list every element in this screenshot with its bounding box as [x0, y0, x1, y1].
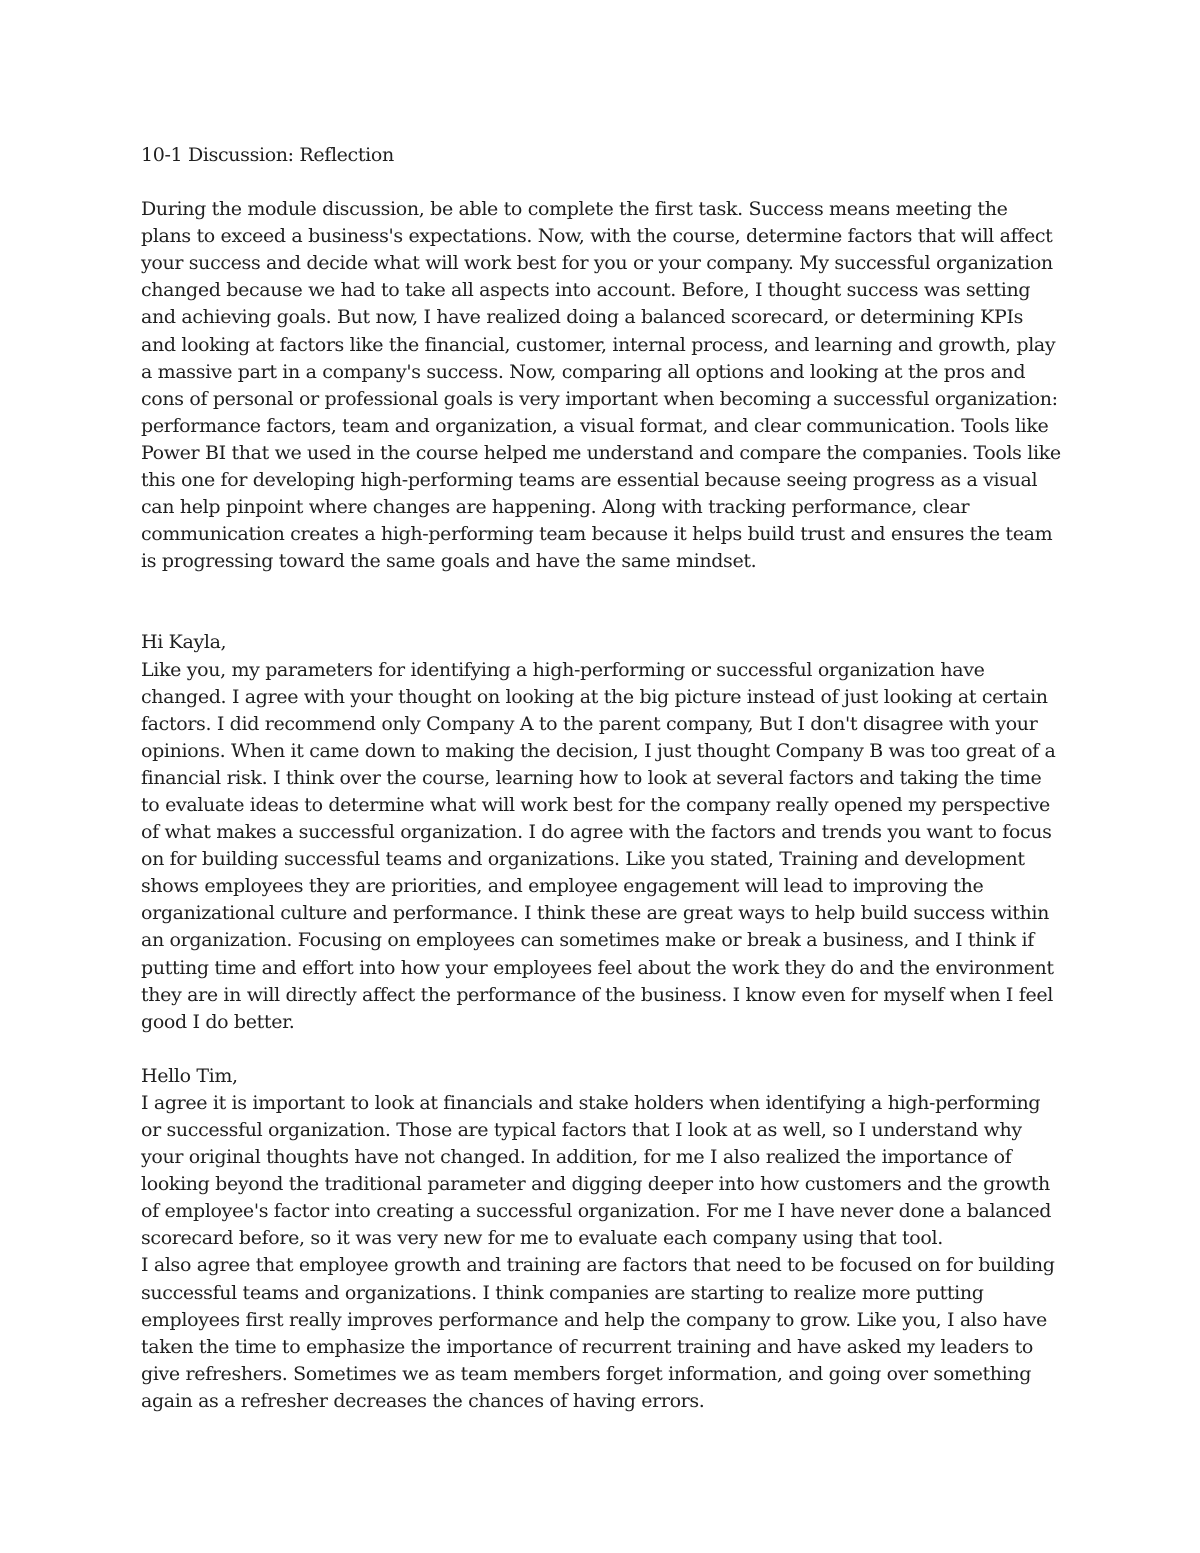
reply-2-body-1: I agree it is important to look at financials and stake holders when identifying a high-performing or successful organization. Those are typical factors that I look at as well, so I understand why your original thoughts have not changed. In addition, for me I also realized the importance of looking beyond the traditional parameter and digging deeper into how customers and the growth of employee's factor into creating a successful organization. For me I have never done a balanced scorecard before, so it was very new for me to evaluate each company using that tool. [141, 1091, 1052, 1250]
spacer [141, 1036, 1061, 1063]
spacer [141, 575, 1061, 629]
main-post-paragraph: During the module discussion, be able to complete the first task. Success means meeting the plans to exceed a business's expectations. Now, with the course, determine factors that will affect your success and decide what will work best for you or your company. My successful organization changed because we had to take all aspects into account. Before, I thought success was setting and achieving goals. But now, I have realized doing a balanced scorecard, or determining KPIs and looking at factors like the financial, customer, internal process, and learning and growth, play a massive part in a company's success. Now, comparing all options and looking at the pros and cons of personal or professional goals is very important when becoming a successful organization: performance factors, team and organization, a visual format, and clear communication. Tools like Power BI that we used in the course helped me understand and compare the companies. Tools like this one for developing high-performing teams are essential because seeing progress as a visual can help pinpoint where changes are happening. Along with tracking performance, clear communication creates a high-performing team because it helps build trust and ensures the team is progressing toward the same goals and have the same mindset. [141, 198, 1061, 573]
document-body [141, 142, 1061, 1415]
reply-2-body-2: I also agree that employee growth and training are factors that need to be focused on for building successful teams and organizations. I think companies are starting to realize more putting employees first really improves performance and help the company to grow. Like you, I also have taken the time to emphasize the importance of recurrent training and have asked my leaders to give refreshers. Sometimes we as team members forget information, and going over something again as a refresher decreases the chances of having errors. [141, 1254, 1055, 1412]
reply-1-body: Like you, my parameters for identifying a high-performing or successful organization have changed. I agree with your thought on looking at the big picture instead of just looking at certain factors. I did recommend only Company A to the parent company, But I don't disagree with your opinions. When it came down to making the decision, I just thought Company B was too great of a financial risk. I think over the course, learning how to look at several factors and taking the time to evaluate ideas to determine what will work best for the company really opened my perspective of what makes a successful organization. I do agree with the factors and trends you want to focus on for building successful teams and organizations. Like you stated, Training and development shows employees they are priorities, and employee engagement will lead to improving the organizational culture and performance. I think these are great ways to help build success within an organization. Focusing on employees can sometimes make or break a business, and I think if putting time and effort into how your employees feel about the work they do and the environment they are in will directly affect the performance of the business. I know even for myself when I feel good I do better. [141, 658, 1056, 1033]
reply-2-greeting: Hello Tim, [141, 1064, 238, 1087]
reply-1-greeting: Hi Kayla, [141, 631, 227, 654]
document-title: 10-1 Discussion: Reflection [141, 144, 394, 166]
spacer [141, 169, 1061, 196]
